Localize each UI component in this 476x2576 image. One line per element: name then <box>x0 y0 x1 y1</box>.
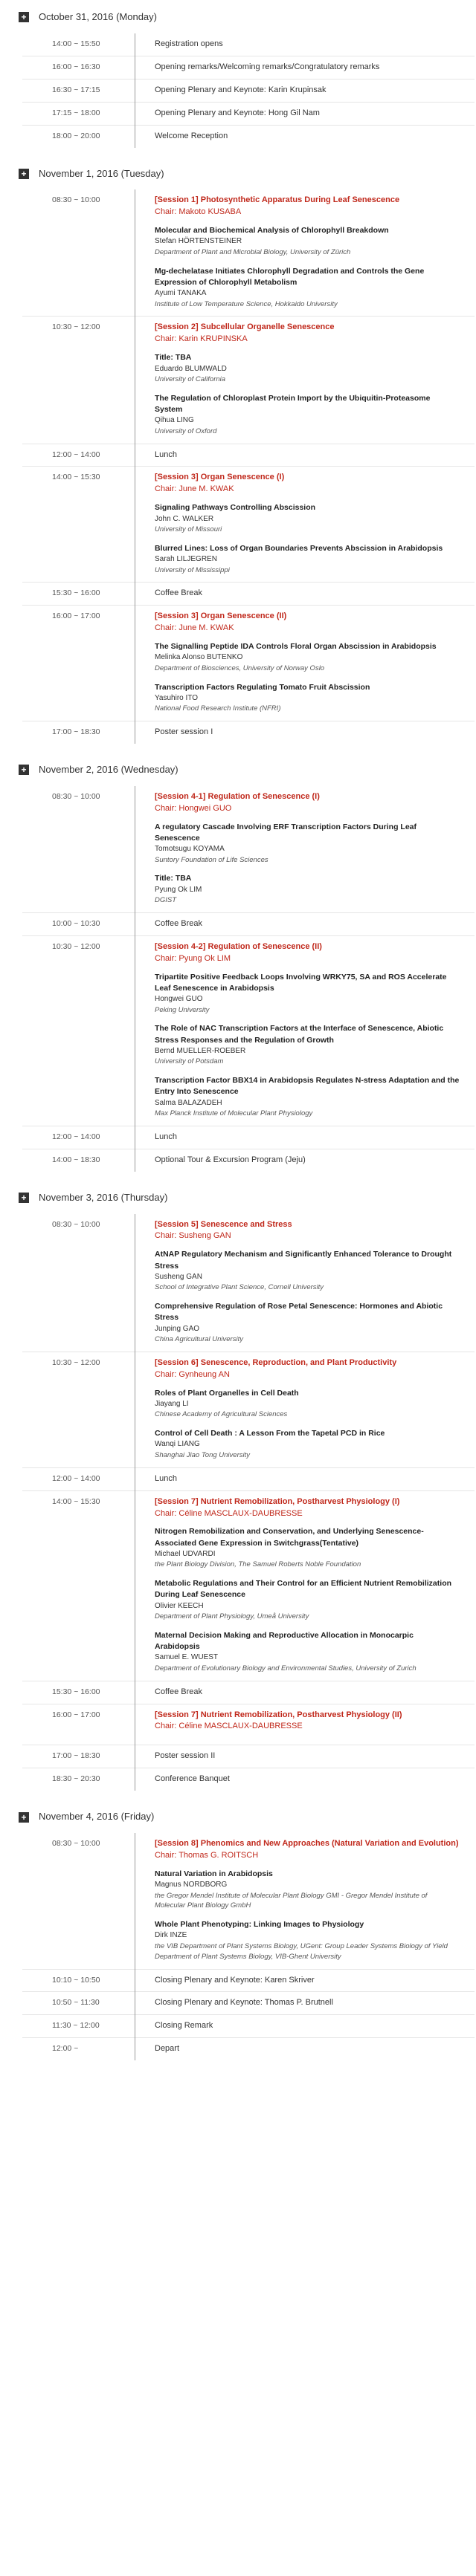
talk-title: Title: TBA <box>155 874 192 883</box>
speaker-affiliation: University of Oxford <box>155 426 217 435</box>
slot-content <box>134 322 475 438</box>
event-label: Conference Banquet <box>155 1774 230 1784</box>
day-section <box>7 1188 469 1791</box>
talk-item <box>155 873 460 905</box>
time-slot: 16:00 ~ 17:00 <box>52 1710 100 1719</box>
schedule-row <box>22 1467 475 1490</box>
speaker-affiliation: University of Potsdam <box>155 1057 224 1066</box>
time-slot: 10:10 ~ 10:50 <box>52 1975 100 1985</box>
talk-title: Signaling Pathways Controlling Abscission <box>155 503 316 513</box>
slot-content <box>134 1496 475 1675</box>
talk-title: The Regulation of Chloroplast Protein Import by the Ubiquitin-Proteasome System <box>155 393 431 415</box>
talk-item <box>155 682 460 714</box>
speaker-name: Wanqi LIANG <box>155 1440 200 1449</box>
schedule-row <box>22 2037 475 2060</box>
time-slot: 12:00 ~ <box>52 2044 79 2054</box>
slot-content <box>134 108 475 120</box>
time-slot: 12:00 ~ 14:00 <box>52 1132 100 1141</box>
speaker-name: Yasuhiro ITO <box>155 693 198 702</box>
event-label: Closing Remark <box>155 2021 213 2031</box>
talk-item <box>155 1301 460 1345</box>
session-chair: Chair: Céline MASCLAUX-DAUBRESSE <box>155 1508 303 1518</box>
event-label: Coffee Break <box>155 588 203 598</box>
slot-content <box>134 131 475 143</box>
speaker-affiliation: Shanghai Jiao Tong University <box>155 1450 250 1459</box>
time-slot: 14:00 ~ 15:30 <box>52 473 100 482</box>
talk-item <box>155 1919 460 1962</box>
day-title: October 31, 2016 (Monday) <box>39 11 157 22</box>
speaker-affiliation: the VIB Department of Plant Systems Biology, UGent: Group Leader Systems Biology of Yield Department of Plant Systems Biology, VIB-Ghent University <box>155 1941 448 1961</box>
session-title: [Session 3] Organ Senescence (II) <box>155 611 287 621</box>
event-label: Opening Plenary and Keynote: Karin Krupinsak <box>155 85 327 94</box>
talk-item <box>155 502 460 534</box>
speaker-affiliation: DGIST <box>155 896 177 905</box>
schedule-row <box>22 1969 475 1992</box>
schedule-row <box>22 316 475 443</box>
talk-item <box>155 1428 460 1460</box>
event-label: Coffee Break <box>155 918 203 928</box>
day-title: November 3, 2016 (Thursday) <box>39 1191 168 1203</box>
slot-content <box>134 472 475 577</box>
slot-content <box>134 85 475 97</box>
speaker-name: Bernd MUELLER-ROEBER <box>155 1046 246 1055</box>
day-schedule <box>22 33 475 148</box>
schedule-row <box>22 33 475 56</box>
day-title: November 4, 2016 (Friday) <box>39 1811 155 1823</box>
schedule-row <box>22 125 475 148</box>
speaker-affiliation: University of Mississippi <box>155 565 230 574</box>
event-label: Coffee Break <box>155 1687 203 1696</box>
day-section <box>7 164 469 744</box>
time-slot: 08:30 ~ 10:00 <box>52 1839 100 1849</box>
slot-content <box>134 1838 475 1963</box>
schedule-row <box>22 466 475 582</box>
time-slot: 08:30 ~ 10:00 <box>52 791 100 801</box>
session-title: [Session 3] Organ Senescence (I) <box>155 473 285 482</box>
slot-content <box>134 450 475 461</box>
time-slot: 18:00 ~ 20:00 <box>52 131 100 140</box>
day-title: November 2, 2016 (Wednesday) <box>39 764 178 775</box>
talk-title: The Signalling Peptide IDA Controls Floral Organ Abscission in Arabidopsis <box>155 642 437 652</box>
speaker-name: Ayumi TANAKA <box>155 289 207 298</box>
session-chair: Chair: Makoto KUSABA <box>155 207 242 217</box>
speaker-affiliation: Department of Plant and Microbial Biology, University of Zürich <box>155 247 351 256</box>
time-slot: 11:30 ~ 12:00 <box>52 2021 100 2031</box>
time-slot: 14:00 ~ 15:50 <box>52 39 100 48</box>
event-label: Closing Plenary and Keynote: Thomas P. Brutnell <box>155 1998 333 2008</box>
expand-toggle-icon[interactable]: + <box>19 169 29 179</box>
time-slot: 15:30 ~ 16:00 <box>52 588 100 598</box>
slot-content <box>134 195 475 311</box>
event-label: Poster session II <box>155 1751 216 1761</box>
schedule-row <box>22 1352 475 1467</box>
slot-content <box>134 1155 475 1167</box>
time-slot: 17:00 ~ 18:30 <box>52 1751 100 1761</box>
slot-content <box>134 941 475 1120</box>
day-header[interactable] <box>7 760 469 780</box>
schedule-row <box>22 102 475 125</box>
schedule-row <box>22 1991 475 2014</box>
speaker-name: Magnus NORDBORG <box>155 1881 228 1889</box>
session-title: [Session 7] Nutrient Remobilization, Postharvest Physiology (II) <box>155 1710 402 1719</box>
day-header[interactable] <box>7 1807 469 1827</box>
schedule-row <box>22 1214 475 1352</box>
session-chair: Chair: June M. KWAK <box>155 484 234 494</box>
speaker-name: Olivier KEECH <box>155 1601 204 1610</box>
schedule-row <box>22 1704 475 1745</box>
schedule-row <box>22 1681 475 1704</box>
speaker-name: Michael UDVARDI <box>155 1549 216 1558</box>
speaker-affiliation: School of Integrative Plant Science, Cornell University <box>155 1283 324 1292</box>
speaker-name: Sarah LILJEGREN <box>155 555 217 564</box>
speaker-affiliation: National Food Research Institute (NFRI) <box>155 704 281 713</box>
talk-title: Blurred Lines: Loss of Organ Boundaries Prevents Abscission in Arabidopsis <box>155 543 443 553</box>
schedule-row <box>22 605 475 721</box>
talk-item <box>155 1075 460 1119</box>
schedule-row <box>22 1149 475 1172</box>
event-label: Opening Plenary and Keynote: Hong Gil Nam <box>155 108 320 117</box>
speaker-affiliation: Department of Evolutionary Biology and Environmental Studies, University of Zurich <box>155 1664 416 1673</box>
day-schedule <box>22 1214 475 1791</box>
session-title: [Session 5] Senescence and Stress <box>155 1219 292 1229</box>
speaker-affiliation: Department of Biosciences, University of Norway Oslo <box>155 664 325 672</box>
speaker-affiliation: China Agricultural University <box>155 1335 243 1344</box>
slot-content <box>134 1997 475 2009</box>
day-schedule <box>22 786 475 1172</box>
talk-item <box>155 266 460 310</box>
time-slot: 10:50 ~ 11:30 <box>52 1998 100 2008</box>
talk-title: Molecular and Biochemical Analysis of Chlorophyll Breakdown <box>155 226 389 236</box>
session-title: [Session 4-2] Regulation of Senescence (II) <box>155 941 322 951</box>
event-label: Depart <box>155 2044 180 2054</box>
talk-item <box>155 641 460 673</box>
slot-content <box>134 39 475 51</box>
slot-content <box>134 791 475 907</box>
day-header[interactable] <box>7 1188 469 1208</box>
slot-content <box>134 1357 475 1462</box>
session-chair: Chair: Hongwei GUO <box>155 803 232 813</box>
speaker-name: Pyung Ok LIM <box>155 885 202 894</box>
talk-item <box>155 1388 460 1420</box>
speaker-affiliation: Chinese Academy of Agricultural Sciences <box>155 1410 288 1419</box>
speaker-name: Samuel E. WUEST <box>155 1653 219 1662</box>
slot-content <box>134 727 475 739</box>
time-slot: 08:30 ~ 10:00 <box>52 1219 100 1229</box>
talk-title: Tripartite Positive Feedback Loops Involving WRKY75, SA and ROS Accelerate Leaf Senescence in Arabidopsis <box>155 972 447 993</box>
talk-title: Roles of Plant Organelles in Cell Death <box>155 1388 299 1398</box>
schedule-row <box>22 912 475 935</box>
schedule-row <box>22 582 475 605</box>
speaker-name: Eduardo BLUMWALD <box>155 364 227 373</box>
schedule-row <box>22 721 475 744</box>
session-chair: Chair: Céline MASCLAUX-DAUBRESSE <box>155 1722 303 1731</box>
time-slot: 14:00 ~ 18:30 <box>52 1155 100 1164</box>
speaker-affiliation: the Gregor Mendel Institute of Molecular Plant Biology GMI - Gregor Mendel Institute of Molecular Plant Biology GmbH <box>155 1891 428 1910</box>
event-label: Lunch <box>155 1132 177 1141</box>
talk-item <box>155 1023 460 1067</box>
time-slot: 08:30 ~ 10:00 <box>52 195 100 205</box>
talk-title: Maternal Decision Making and Reproductive Allocation in Monocarpic Arabidopsis <box>155 1630 414 1652</box>
schedule-row <box>22 56 475 79</box>
event-label: Lunch <box>155 1473 177 1483</box>
session-chair: Chair: Gynheung AN <box>155 1369 230 1379</box>
event-label: Welcome Reception <box>155 131 228 140</box>
speaker-affiliation: Suntory Foundation of Life Sciences <box>155 855 268 864</box>
time-slot: 14:00 ~ 15:30 <box>52 1496 100 1506</box>
schedule-row <box>22 444 475 467</box>
talk-title: Title: TBA <box>155 353 192 363</box>
day-section <box>7 760 469 1172</box>
session-title: [Session 4-1] Regulation of Senescence (I) <box>155 791 320 801</box>
time-slot: 16:00 ~ 16:30 <box>52 62 100 71</box>
day-schedule <box>22 189 475 744</box>
day-section <box>7 7 469 148</box>
expand-toggle-icon[interactable]: + <box>19 1193 29 1203</box>
schedule-row <box>22 1126 475 1149</box>
talk-item <box>155 1578 460 1622</box>
schedule-row <box>22 935 475 1126</box>
slot-content <box>134 1473 475 1485</box>
slot-content <box>134 1219 475 1346</box>
talk-title: Nitrogen Remobilization and Conservation, and Underlying Senescence-Associated Gene Expression in Switchgrass(Tentative) <box>155 1527 424 1548</box>
time-slot: 10:30 ~ 12:00 <box>52 941 100 951</box>
schedule-row <box>22 2014 475 2037</box>
speaker-affiliation: University of Missouri <box>155 525 222 534</box>
event-label: Lunch <box>155 450 177 459</box>
speaker-name: Hongwei GUO <box>155 995 203 1004</box>
slot-content <box>134 588 475 600</box>
speaker-affiliation: Department of Plant Physiology, Umeå University <box>155 1612 309 1621</box>
talk-item <box>155 1630 460 1674</box>
talk-title: AtNAP Regulatory Mechanism and Significantly Enhanced Tolerance to Drought Stress <box>155 1250 452 1271</box>
session-title: [Session 6] Senescence, Reproduction, and Plant Productivity <box>155 1357 397 1367</box>
speaker-name: Dirk INZE <box>155 1931 187 1940</box>
talk-title: Transcription Factors Regulating Tomato Fruit Abscission <box>155 682 370 692</box>
slot-content <box>134 611 475 716</box>
talk-item <box>155 393 460 437</box>
slot-content <box>134 918 475 930</box>
talk-item <box>155 972 460 1016</box>
schedule-row <box>22 1490 475 1681</box>
slot-content <box>134 1687 475 1699</box>
day-section <box>7 1807 469 2060</box>
talk-item <box>155 225 460 257</box>
event-label: Opening remarks/Welcoming remarks/Congratulatory remarks <box>155 62 380 71</box>
speaker-name: Susheng GAN <box>155 1272 202 1281</box>
session-title: [Session 7] Nutrient Remobilization, Postharvest Physiology (I) <box>155 1496 400 1506</box>
slot-content <box>134 1132 475 1143</box>
time-slot: 12:00 ~ 14:00 <box>52 450 100 459</box>
time-slot: 10:30 ~ 12:00 <box>52 322 100 332</box>
time-slot: 12:00 ~ 14:00 <box>52 1473 100 1483</box>
talk-title: Transcription Factor BBX14 in Arabidopsis Regulates N-stress Adaptation and the Entry Into Senescence <box>155 1076 460 1097</box>
talk-item <box>155 1526 460 1570</box>
speaker-affiliation: Institute of Low Temperature Science, Hokkaido University <box>155 299 338 308</box>
time-slot: 10:30 ~ 12:00 <box>52 1357 100 1367</box>
speaker-affiliation: Peking University <box>155 1005 210 1014</box>
schedule-row <box>22 1745 475 1768</box>
expand-toggle-icon[interactable]: + <box>19 12 29 22</box>
time-slot: 15:30 ~ 16:00 <box>52 1687 100 1696</box>
talk-item <box>155 1869 460 1911</box>
schedule-row <box>22 1768 475 1791</box>
event-label: Poster session I <box>155 727 213 737</box>
time-slot: 10:00 ~ 10:30 <box>52 918 100 928</box>
time-slot: 17:15 ~ 18:00 <box>52 108 100 117</box>
slot-content <box>134 2020 475 2032</box>
talk-title: Whole Plant Phenotyping: Linking Images to Physiology <box>155 1920 364 1930</box>
speaker-name: Melinka Alonso BUTENKO <box>155 653 243 662</box>
talk-title: Natural Variation in Arabidopsis <box>155 1869 273 1878</box>
talk-title: A regulatory Cascade Involving ERF Transcription Factors During Leaf Senescence <box>155 822 417 843</box>
event-label: Closing Plenary and Keynote: Karen Skriver <box>155 1975 315 1985</box>
speaker-name: Qihua LING <box>155 416 194 425</box>
slot-content <box>134 1710 475 1740</box>
talk-title: Control of Cell Death : A Lesson From the Tapetal PCD in Rice <box>155 1429 385 1438</box>
speaker-name: Junping GAO <box>155 1324 200 1333</box>
day-schedule <box>22 1833 475 2060</box>
talk-item <box>155 543 460 575</box>
talk-title: Comprehensive Regulation of Rose Petal Senescence: Hormones and Abiotic Stress <box>155 1302 443 1323</box>
speaker-name: Tomotsugu KOYAMA <box>155 845 225 854</box>
time-slot: 16:00 ~ 17:00 <box>52 611 100 621</box>
speaker-affiliation: the Plant Biology Division, The Samuel Roberts Noble Foundation <box>155 1560 361 1569</box>
talk-item <box>155 352 460 384</box>
speaker-name: Jiayang LI <box>155 1399 189 1408</box>
event-label: Optional Tour & Excursion Program (Jeju) <box>155 1155 306 1164</box>
expand-toggle-icon[interactable]: + <box>19 1812 29 1823</box>
slot-content <box>134 1751 475 1762</box>
slot-content <box>134 62 475 74</box>
speaker-name: John C. WALKER <box>155 514 214 523</box>
schedule-row <box>22 79 475 102</box>
slot-content <box>134 2043 475 2055</box>
talk-item <box>155 1249 460 1293</box>
event-label: Registration opens <box>155 39 223 48</box>
talk-title: The Role of NAC Transcription Factors at the Interface of Senescence, Abiotic Stress Responses and the Regulation of Growth <box>155 1024 444 1045</box>
time-slot: 16:30 ~ 17:15 <box>52 85 100 94</box>
slot-content <box>134 1774 475 1785</box>
slot-content <box>134 1975 475 1987</box>
talk-title: Mg-dechelatase Initiates Chlorophyll Degradation and Controls the Gene Expression of Chlorophyll Metabolism <box>155 266 425 287</box>
schedule-row <box>22 189 475 316</box>
speaker-affiliation: Max Planck Institute of Molecular Plant Physiology <box>155 1109 313 1118</box>
session-title: [Session 1] Photosynthetic Apparatus During Leaf Senescence <box>155 195 400 205</box>
schedule-row <box>22 1833 475 1968</box>
talk-item <box>155 822 460 866</box>
session-chair: Chair: Susheng GAN <box>155 1231 231 1241</box>
session-chair: Chair: June M. KWAK <box>155 623 234 633</box>
time-slot: 17:00 ~ 18:30 <box>52 727 100 737</box>
session-chair: Chair: Thomas G. ROITSCH <box>155 1851 259 1860</box>
speaker-name: Salma BALAZADEH <box>155 1098 222 1107</box>
session-title: [Session 2] Subcellular Organelle Senescence <box>155 322 335 332</box>
day-title: November 1, 2016 (Tuesday) <box>39 167 164 179</box>
expand-toggle-icon[interactable]: + <box>19 765 29 775</box>
schedule-row <box>22 786 475 912</box>
speaker-affiliation: University of California <box>155 375 226 384</box>
speaker-name: Stefan HÖRTENSTEINER <box>155 237 242 246</box>
time-slot: 18:30 ~ 20:30 <box>52 1774 100 1784</box>
program-schedule <box>7 7 469 2060</box>
session-chair: Chair: Pyung Ok LIM <box>155 953 231 963</box>
day-header[interactable] <box>7 7 469 27</box>
session-chair: Chair: Karin KRUPINSKA <box>155 334 248 344</box>
session-title: [Session 8] Phenomics and New Approaches (Natural Variation and Evolution) <box>155 1839 459 1849</box>
talk-title: Metabolic Regulations and Their Control for an Efficient Nutrient Remobilization During Leaf Senescence <box>155 1579 452 1600</box>
day-header[interactable] <box>7 164 469 184</box>
